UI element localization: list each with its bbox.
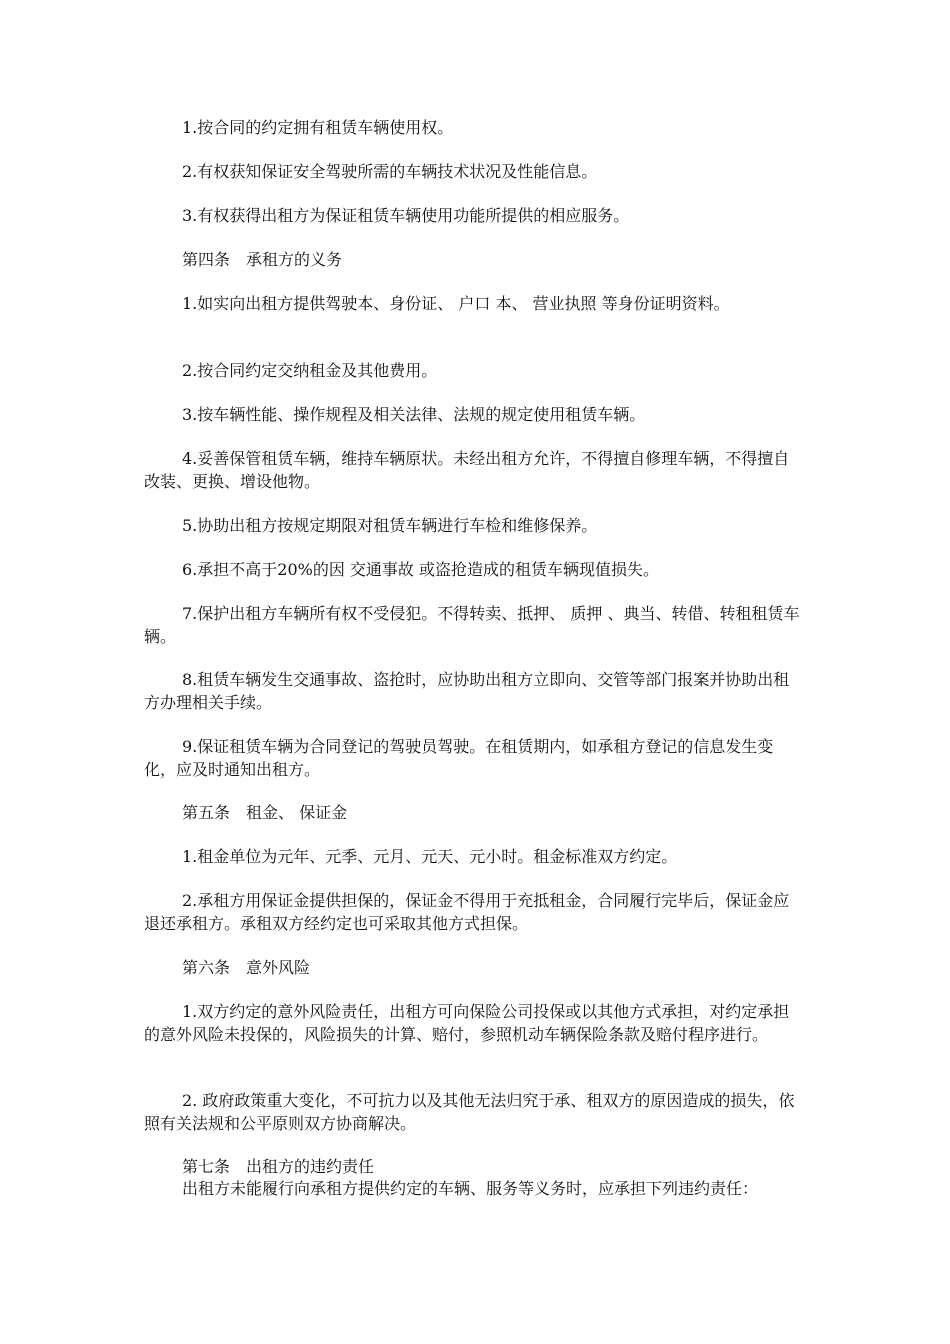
paragraph-duty-7: 7.保护出租方车辆所有权不受侵犯。不得转卖、抵押、 质押 、典当、转借、转租租赁车辆。 <box>144 604 800 646</box>
paragraph-duty-2: 2.按合同约定交纳租金及其他费用。 <box>182 361 438 380</box>
paragraph-duty-4: 4.妥善保管租赁车辆，维持车辆原状。未经出租方允许，不得擅自修理车辆，不得擅自改装、更换、增设他物。 <box>144 449 790 491</box>
paragraph-rent-2: 2.承租方用保证金提供担保的，保证金不得用于充抵租金，合同履行完毕后，保证金应退还承租方。承租双方经约定也可采取其他方式担保。 <box>144 891 790 933</box>
paragraph-duty-5: 5.协助出租方按规定期限对租赁车辆进行车检和维修保养。 <box>182 516 598 535</box>
paragraph-duty-3: 3.按车辆性能、操作规程及相关法律、法规的规定使用租赁车辆。 <box>182 405 646 424</box>
paragraph-lessor-liability: 出租方未能履行向承租方提供约定的车辆、服务等义务时，应承担下列违约责任： <box>182 1179 759 1198</box>
paragraph-duty-8: 8.租赁车辆发生交通事故、盗抢时，应协助出租方立即向、交管等部门报案并协助出租方办理相关手续。 <box>144 670 790 712</box>
section-heading-article-4: 第四条 承租方的义务 <box>182 250 343 269</box>
section-heading-article-7: 第七条 出租方的违约责任 <box>182 1157 375 1176</box>
paragraph-risk-2: 2. 政府政策重大变化，不可抗力以及其他无法归究于承、租双方的原因造成的损失，依照有关法规和公平原则双方协商解决。 <box>144 1091 795 1133</box>
paragraph-right-2: 2.有权获知保证安全驾驶所需的车辆技术状况及性能信息。 <box>182 162 598 181</box>
paragraph-duty-9: 9.保证租赁车辆为合同登记的驾驶员驾驶。在租赁期内，如承租方登记的信息发生变化，应及时通知出租方。 <box>144 737 774 779</box>
section-heading-article-6: 第六条 意外风险 <box>182 958 311 977</box>
section-heading-article-5: 第五条 租金、 保证金 <box>182 803 348 822</box>
paragraph-right-3: 3.有权获得出租方为保证租赁车辆使用功能所提供的相应服务。 <box>182 206 630 225</box>
paragraph-duty-6: 6.承担不高于20%的因 交通事故 或盗抢造成的租赁车辆现值损失。 <box>182 560 660 579</box>
paragraph-rent-1: 1.租金单位为元年、元季、元月、元天、元小时。租金标准双方约定。 <box>182 847 678 866</box>
paragraph-right-1: 1.按合同的约定拥有租赁车辆使用权。 <box>182 118 454 137</box>
paragraph-duty-1: 1.如实向出租方提供驾驶本、身份证、 户口 本、 营业执照 等身份证明资料。 <box>182 294 730 313</box>
paragraph-risk-1: 1.双方约定的意外风险责任，出租方可向保险公司投保或以其他方式承担，对约定承担的意外风险未投保的，风险损失的计算、赔付，参照机动车辆保险条款及赔付程序进行。 <box>144 1002 790 1044</box>
